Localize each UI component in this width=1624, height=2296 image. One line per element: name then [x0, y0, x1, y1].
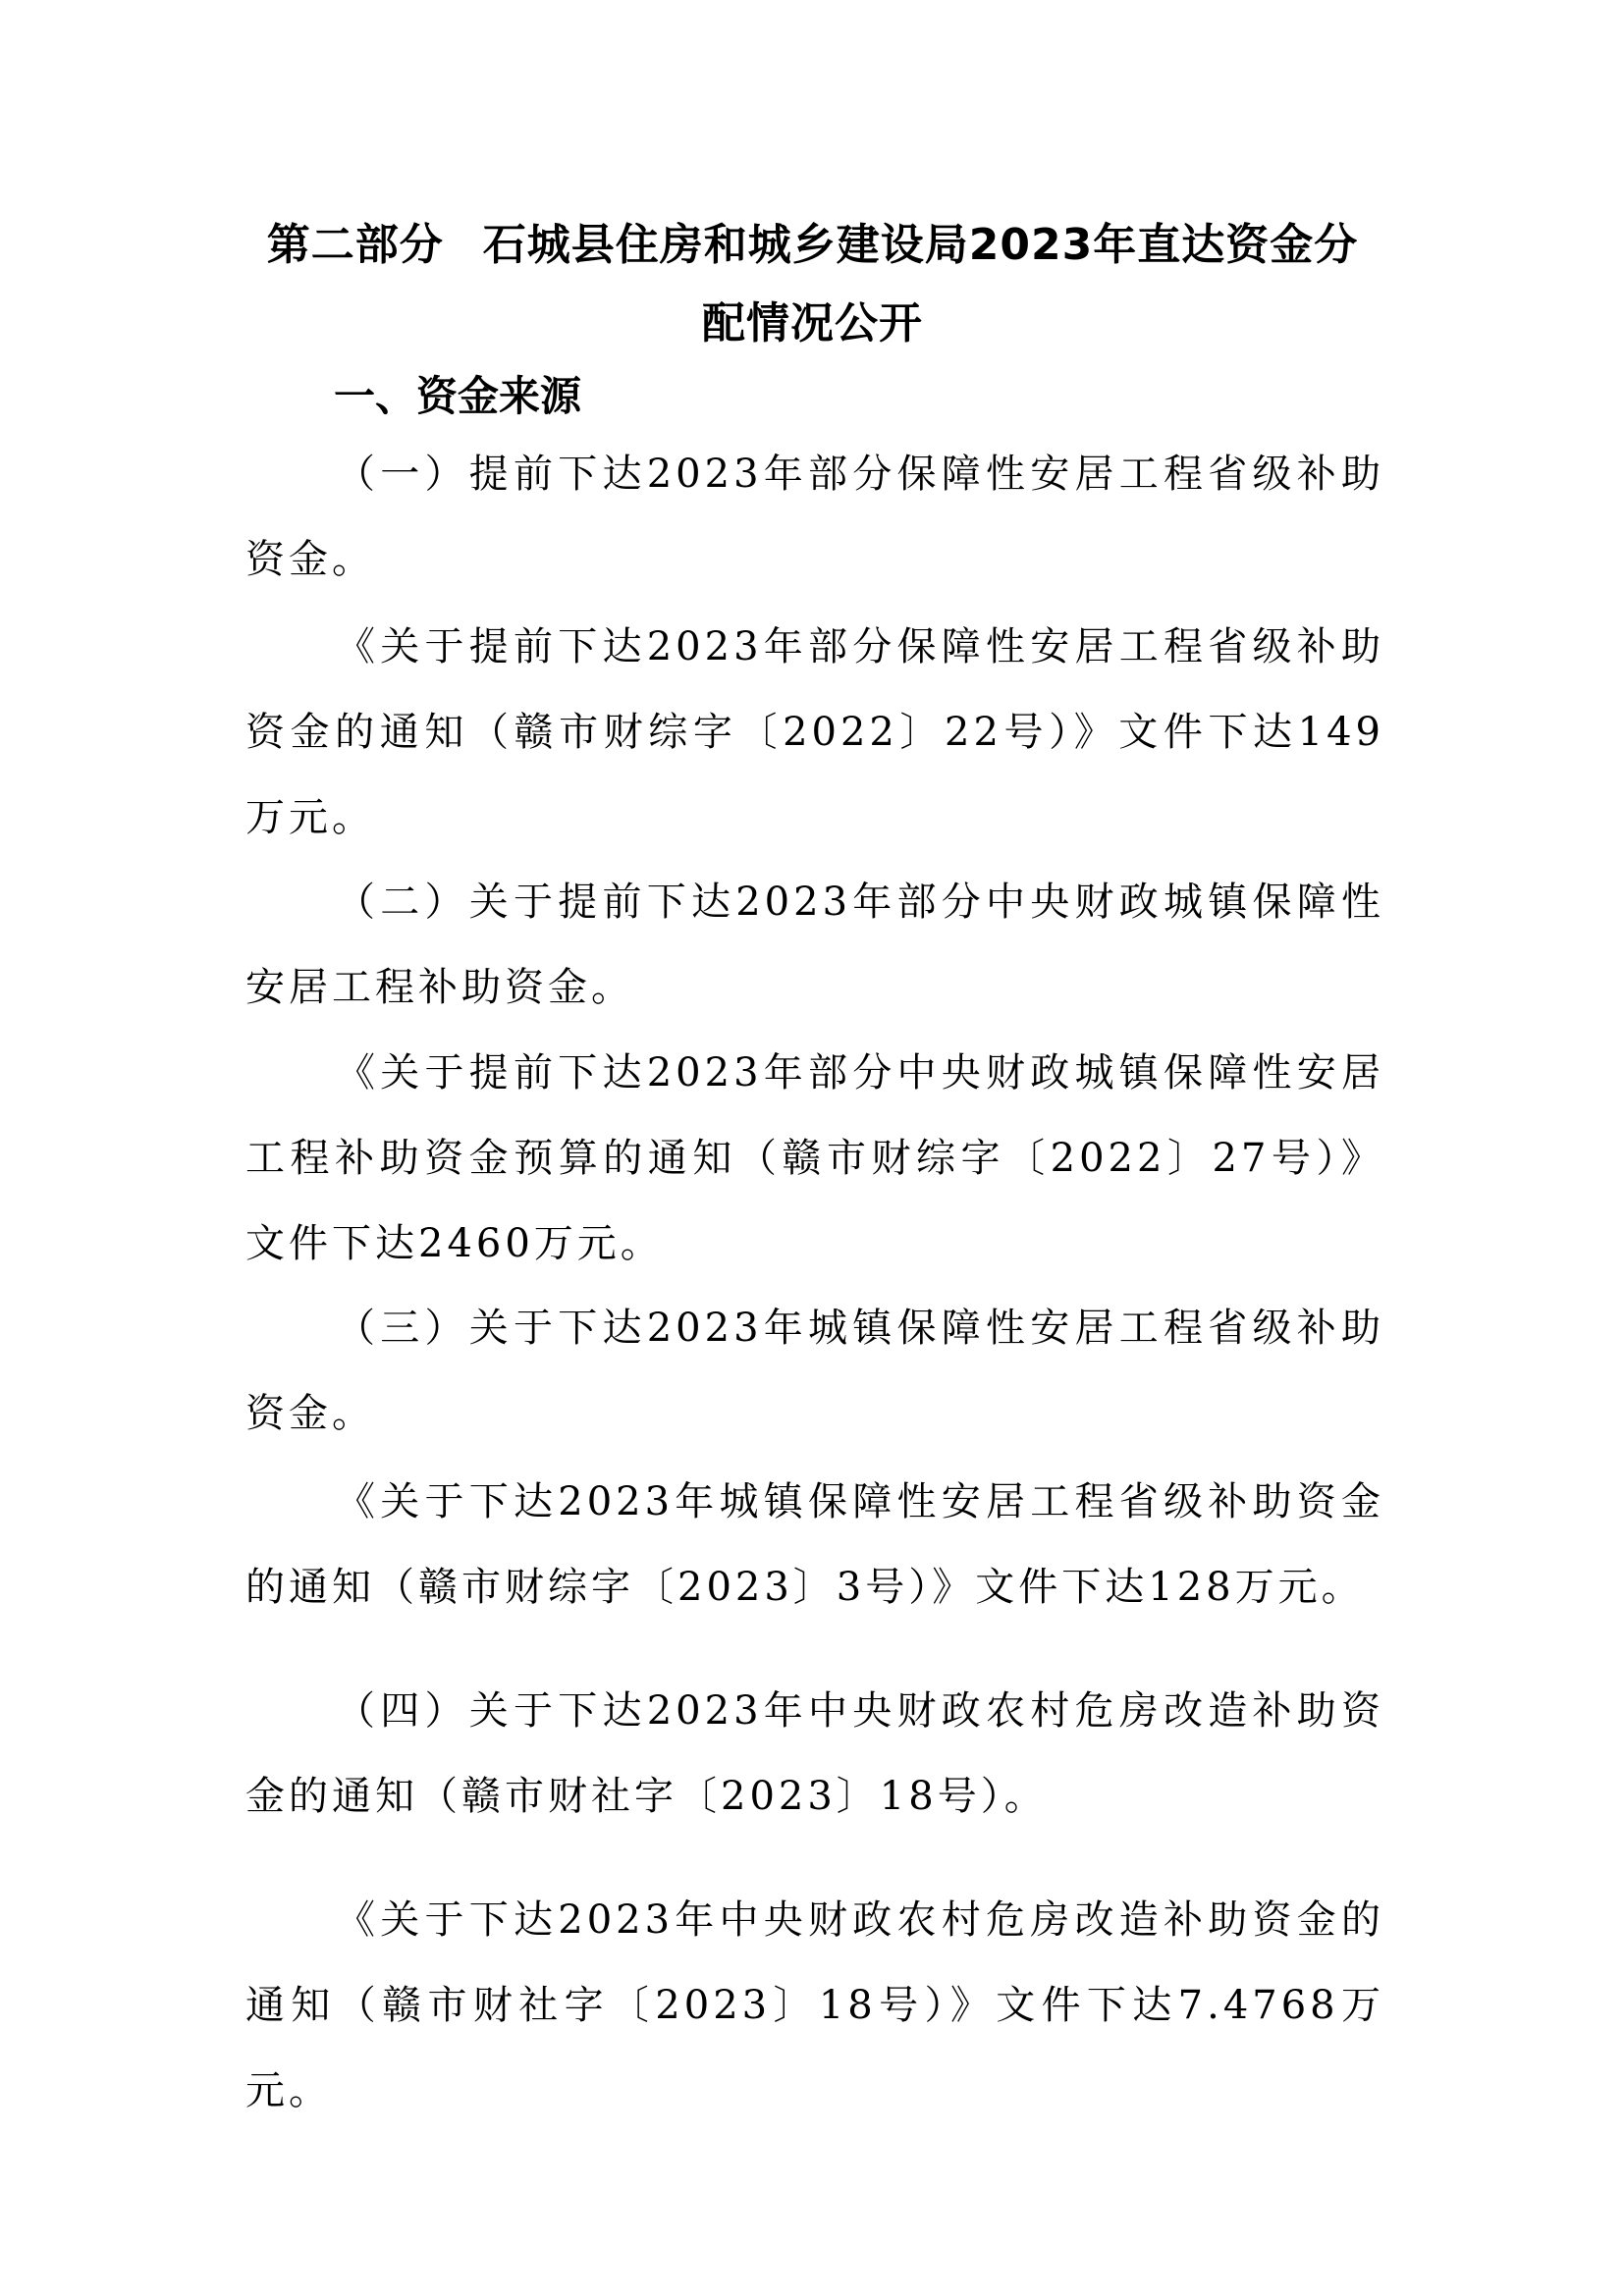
paragraph-7: （四）关于下达2023年中央财政农村危房改造补助资金的通知（赣市财社字〔2023〕18号）。 — [245, 1688, 1384, 1819]
title-main-text: 石城县住房和城乡建设局2023年直达资金分配情况公开 — [482, 220, 1359, 348]
paragraph-2: 《关于提前下达2023年部分保障性安居工程省级补助资金的通知（赣市财综字〔2022〕22号）》文件下达149万元。 — [245, 624, 1384, 840]
paragraph-4: 《关于提前下达2023年部分中央财政城镇保障性安居工程补助资金预算的通知（赣市财综字〔2022〕27号）》文件下达2460万元。 — [245, 1050, 1384, 1266]
paragraph-8: 《关于下达2023年中央财政农村危房改造补助资金的通知（赣市财社字〔2023〕18号）》文件下达7.4768万元。 — [245, 1897, 1384, 2113]
paragraph-3: （二）关于提前下达2023年部分中央财政城镇保障性安居工程补助资金。 — [245, 880, 1384, 1010]
paragraph-5: （三）关于下达2023年城镇保障性安居工程省级补助资金。 — [245, 1306, 1384, 1436]
paragraph-6: 《关于下达2023年城镇保障性安居工程省级补助资金的通知（赣市财综字〔2023〕3号）》文件下达128万元。 — [245, 1479, 1384, 1610]
paragraph-1: （一）提前下达2023年部分保障性安居工程省级补助资金。 — [245, 452, 1384, 582]
document-title — [245, 206, 1380, 363]
section-heading: 一、资金来源 — [334, 372, 582, 420]
title-part-label: 第二部分 — [266, 220, 444, 270]
